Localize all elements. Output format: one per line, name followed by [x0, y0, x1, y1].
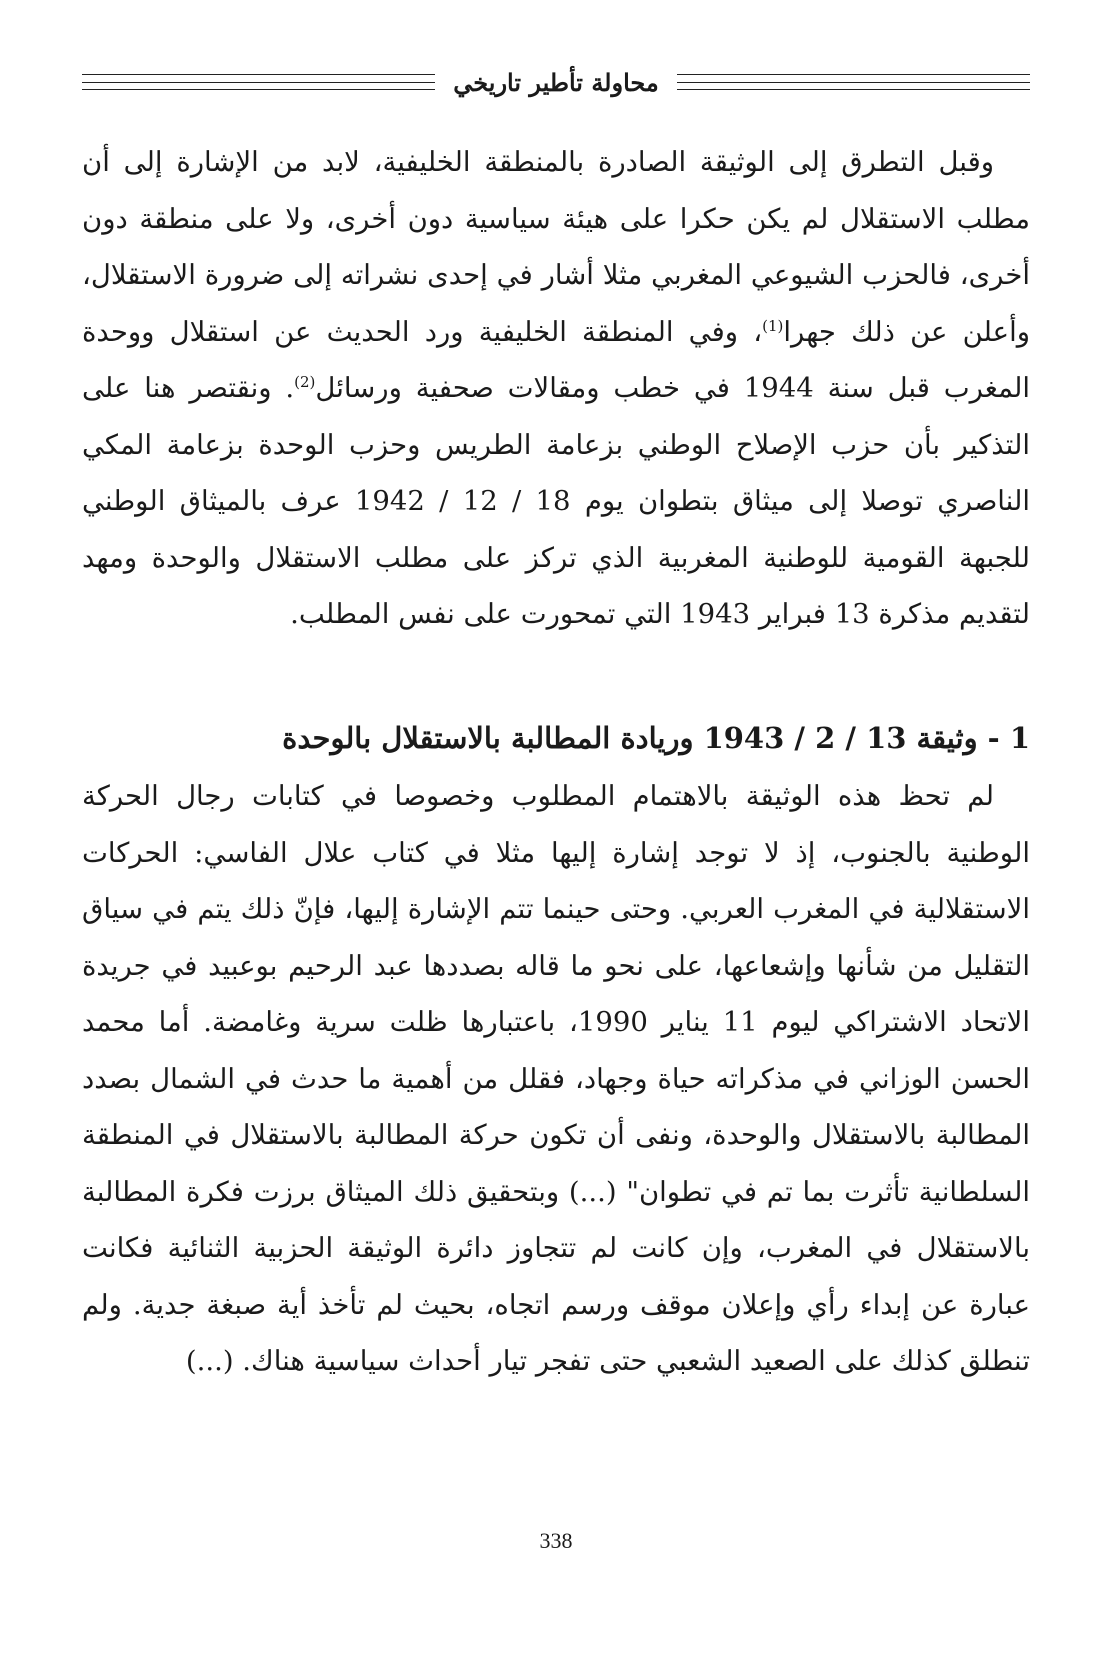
intro-paragraph: [82, 134, 1030, 643]
running-header-title: محاولة تأطير تاريخي: [453, 67, 659, 97]
intro-text-part-3: . ونقتصر هنا على التذكير بأن حزب الإصلاح الوطني بزعامة الطريس وحزب الوحدة بزعامة المكي الناصري توصلا إلى ميثاق بتطوان يوم 18 / 12 / 1942 عرف بالميثاق الوطني للجبهة القومية للوطنية المغربية الذي تركز على مطلب الاستقلال والوحدة ومهد لتقديم مذكرة 13 فبراير 1943 التي تمحورت على نفس المطلب.: [82, 372, 1030, 630]
page-number: 338: [539, 1528, 573, 1553]
section-paragraph: [82, 768, 1030, 1390]
header-rule-left: [82, 74, 435, 90]
section-paragraph-text: لم تحظ هذه الوثيقة بالاهتمام المطلوب وخصوصا في كتابات رجال الحركة الوطنية بالجنوب، إذ لا توجد إشارة إليها مثلا في كتاب علال الفاسي: الحركات الاستقلالية في المغرب العربي. وحتى حينما تتم الإشارة إليها، فإنّ ذلك يتم في سياق التقليل من شأنها وإشعاعها، على نحو ما قاله بصددها عبد الرحيم بوعبيد في جريدة الاتحاد الاشتراكي ليوم 11 يناير 1990، باعتبارها ظلت سرية وغامضة. أما محمد الحسن الوزاني في مذكراته حياة وجهاد، فقلل من أهمية ما حدث في الشمال بصدد المطالبة بالاستقلال والوحدة، ونفى أن تكون حركة المطالبة بالاستقلال في المنطقة السلطانية تأثرت بما تم في تطوان" (...) وبتحقيق ذلك الميثاق برزت فكرة المطالبة بالاستقلال في المغرب، وإن كانت لم تتجاوز دائرة الوثيقة الحزبية الثنائية فكانت عبارة عن إبداء رأي وإعلان موقف ورسم اتجاه، بحيث لم تأخذ أية صبغة جدية. ولم تنطلق كذلك على الصعيد الشعبي حتى تفجر تيار أحداث سياسية هناك. (...): [82, 780, 1030, 1377]
footnote-ref-2[interactable]: (2): [294, 372, 316, 391]
section-heading: 1 - وثيقة 13 / 2 / 1943 وريادة المطالبة بالاستقلال بالوحدة: [282, 721, 1030, 755]
running-header: [82, 62, 1030, 102]
intro-text-part-1: وقبل التطرق إلى الوثيقة الصادرة بالمنطقة الخليفية، لابد من الإشارة إلى أن مطلب الاستقلال لم يكن حكرا على هيئة سياسية دون أخرى، ولا على منطقة دون أخرى، فالحزب الشيوعي المغربي مثلا أشار في إحدى نشراته إلى ضرورة الاستقلال، وأعلن عن ذلك جهرا: [82, 146, 1030, 348]
header-rule-right: [677, 74, 1030, 90]
footnote-ref-1[interactable]: (1): [762, 316, 784, 335]
intro-text-part-2: ، وفي المنطقة الخليفية ورد الحديث عن استقلال ووحدة المغرب قبل سنة 1944 في خطب ومقالات صحفية ورسائل: [82, 315, 1030, 404]
